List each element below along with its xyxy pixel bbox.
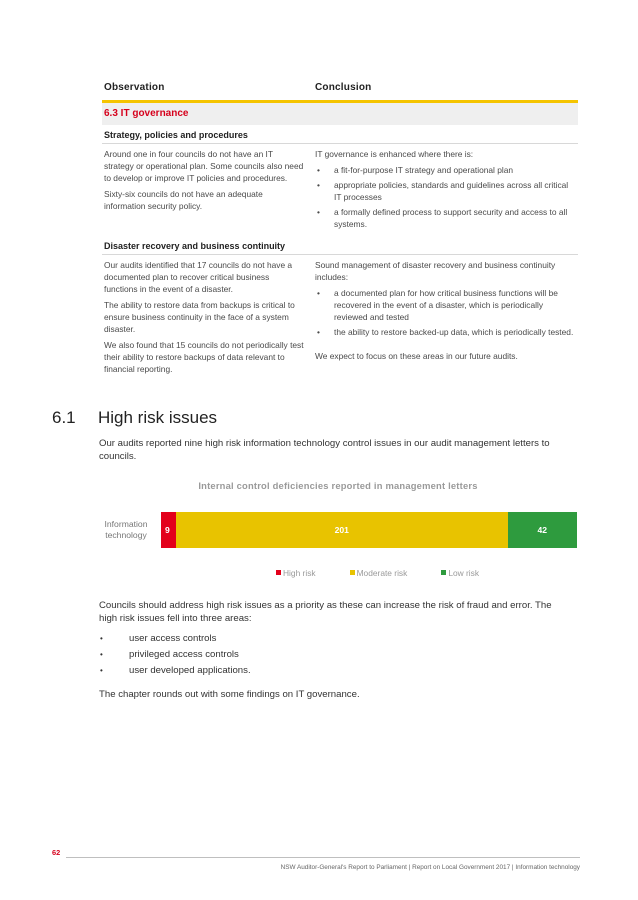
category-label-line: technology [105,530,147,540]
observation-cell [104,259,304,379]
closing-paragraph: The chapter rounds out with some findings on IT governance. [99,689,360,700]
table-row [102,255,578,381]
conclusion-text: Sound management of disaster recovery and business continuity includes: [315,260,556,282]
observation-text: Around one in four councils do not have an IT strategy or operational plan. Some councils also need to develop or improve IT policies and procedures. [104,149,304,183]
observation-table [102,78,578,381]
legend-item [350,568,408,578]
list-item: • a formally defined process to support security and access to all systems. [315,206,577,230]
legend-label: Low risk [448,568,480,578]
category-label [96,519,156,541]
list-item: • the ability to restore backed-up data, which is periodically tested. [315,326,577,338]
list-item: • user access controls [99,632,569,648]
table-row [102,144,578,236]
conclusion-cell [315,259,577,366]
group-heading [102,125,578,144]
list-item: • a documented plan for how critical business functions will be recovered in the event of a disaster, which is periodically reviewed and tested [315,287,577,323]
bullet-list [99,632,569,680]
observation-text: Sixty-six councils do not have an adequate information security policy. [104,189,263,211]
observation-text: Our audits identified that 17 councils do not have a documented plan to recover critical business functions in the event of a disaster. [104,260,293,294]
legend-item [441,568,479,578]
observation-text: We also found that 15 councils do not periodically test their ability to restore backups of data relevant to financial reporting. [104,340,304,374]
data-label: 201 [334,525,349,535]
conclusion-text: IT governance is enhanced where there is: [315,149,474,159]
page-number: 62 [52,848,61,857]
footer-text: NSW Auditor-General's Report to Parliament | Report on Local Government 2017 | Information technology [280,864,580,871]
conclusion-list [315,287,577,338]
data-label: 42 [537,525,548,535]
list-item: • appropriate policies, standards and guidelines across all critical IT processes [315,179,577,203]
list-item: • a fit-for-purpose IT strategy and operational plan [315,164,577,176]
bullet-list-wrap [99,632,569,680]
group-heading-text: Strategy, policies and procedures [104,130,248,140]
section-number: 6.1 [52,408,76,427]
paragraph: Councils should address high risk issues as a priority as these can increase the risk of fraud and error. The high risk issues fell into three areas: [99,600,552,624]
observation-column-header: Observation [104,82,165,93]
category-label-line: Information [104,519,148,529]
group-heading [102,236,578,255]
legend-swatch [441,570,446,575]
observation-cell [104,148,304,216]
chart-legend [276,568,513,578]
list-item: • privileged access controls [99,648,569,664]
group-heading-text: Disaster recovery and business continuity [104,241,286,251]
conclusion-column-header: Conclusion [315,82,372,93]
table-header [102,78,578,103]
bar-segment-high-risk [161,512,176,548]
intro-paragraph: Our audits reported nine high risk information technology control issues in our audit management letters to councils. [99,438,550,462]
bar-segment-moderate-risk [176,512,508,548]
legend-item [276,568,316,578]
section-band [102,103,578,125]
section-title: High risk issues [98,408,218,427]
legend-swatch [276,570,281,575]
section-title: 6.3 IT governance [104,108,189,119]
legend-label: Moderate risk [356,568,408,578]
chart-title: Internal control deficiencies reported in management letters [198,480,478,491]
conclusion-list [315,164,577,230]
observation-text: The ability to restore data from backups is critical to ensure business continuity in the face of a system disaster. [104,300,295,334]
footer-divider [66,857,580,858]
list-item: • user developed applications. [99,664,569,680]
data-label: 9 [165,525,170,535]
conclusion-text: We expect to focus on these areas in our future audits. [315,351,518,361]
legend-swatch [350,570,355,575]
conclusion-cell [315,148,577,234]
legend-label: High risk [283,568,316,578]
bar-segment-low-risk [508,512,577,548]
